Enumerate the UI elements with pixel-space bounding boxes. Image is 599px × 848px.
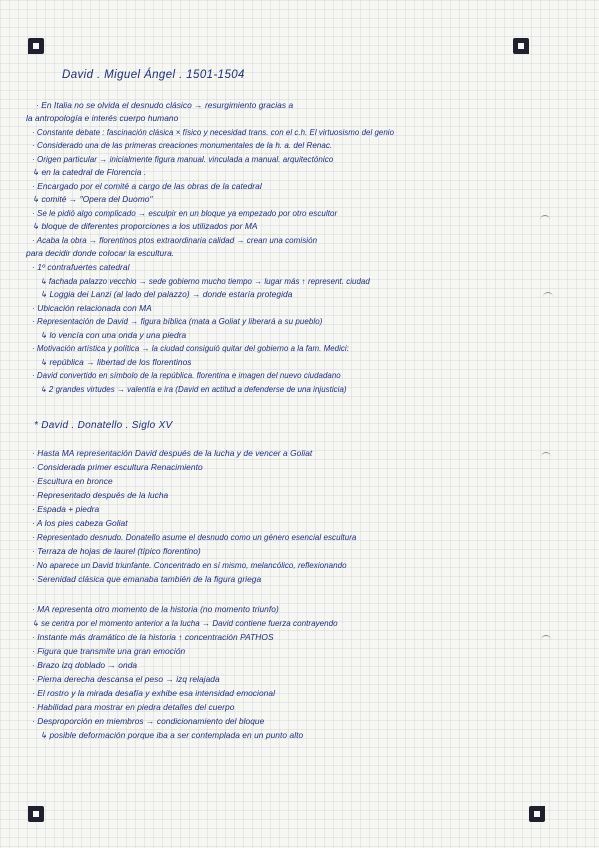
note-line: · Instante más dramático de la historia ↑ concentración PATHOS: [32, 632, 274, 642]
note-line: · Escultura en bronce: [32, 476, 113, 486]
note-line: · Considerada primer escultura Renacimiento: [32, 462, 203, 472]
note-line: · Motivación artística y política → la ciudad consiguió quitar del gobierno a la fam. Medici:: [32, 344, 349, 353]
note-line: · Se le pidió algo complicado → esculpir en un bloque ya empezado por otro escultor: [32, 209, 338, 218]
note-line: · Hasta MA representación David después de la lucha y de vencer a Goliat: [32, 448, 313, 458]
note-line: · El rostro y la mirada desafía y exhibe esa intensidad emocional: [32, 688, 275, 698]
note-title: David . Miguel Ángel . 1501-1504: [62, 69, 245, 81]
note-line: · Espada + piedra: [32, 504, 100, 514]
note-line: ↳ fachada palazzo vecchio → sede gobierno mucho tiempo → lugar más ↑ represent. ciudad: [40, 277, 370, 286]
note-line: · Terraza de hojas de laurel (típico florentino): [32, 546, 201, 556]
note-line: · Desproporción en miembros → condicionamiento del bloque: [32, 716, 265, 726]
note-line: ↳ comité → "Opera del Duomo": [32, 194, 153, 204]
note-line: · Acaba la obra → florentinos ptos extraordinaria calidad → crean una comisión: [32, 236, 318, 245]
note-line: · Origen particular → inicialmente figura manual. vinculada a manual. arquitectónico: [32, 155, 334, 164]
note-line: ↳ en la catedral de Florencia .: [32, 167, 147, 177]
note-line: · Serenidad clásica que emanaba también de la figura griega: [32, 574, 262, 584]
note-line: ↳ 2 grandes virtudes → valentía e ira (David en actitud a defenderse de una injusticia): [40, 385, 347, 394]
note-line: · David convertido en símbolo de la república. florentina e imagen del nuevo ciudadano: [32, 371, 341, 380]
note-line: · Constante debate : fascinación clásica × físico y necesidad trans. con el c.h. El virtuosismo del genio: [32, 128, 395, 137]
note-line: · Brazo izq doblado → onda: [32, 660, 138, 670]
note-line: para decidir donde colocar la escultura.: [26, 248, 175, 258]
note-line: · No aparece un David triunfante. Concentrado en sí mismo, melancólico, reflexionando: [32, 561, 347, 570]
note-line: · 1º contrafuertes catedral: [32, 262, 130, 272]
note-line: ↳ lo vencía con una onda y una piedra: [40, 330, 187, 340]
section-heading: * David . Donatello . Siglo XV: [34, 420, 173, 431]
note-line: · Encargado por el comité a cargo de las obras de la catedral: [32, 181, 262, 191]
note-line: · En Italia no se olvida el desnudo clásico → resurgimiento gracias a: [36, 100, 294, 110]
note-line: · Figura que transmite una gran emoción: [32, 646, 186, 656]
note-line: la antropología e interés cuerpo humano: [26, 113, 179, 123]
note-line: · Representación de David → figura bíblica (mata a Goliat y liberará a su pueblo): [32, 317, 323, 326]
note-line: ↳ república → libertad de los florentinos: [40, 357, 192, 367]
note-line: ↳ se centra por el momento anterior a la lucha → David contiene fuerza contrayendo: [32, 619, 338, 628]
note-line: · Habilidad para mostrar en piedra detalles del cuerpo: [32, 702, 235, 712]
note-line: · A los pies cabeza Goliat: [32, 518, 128, 528]
note-line: ↳ Loggia dei Lanzi (al lado del palazzo) → donde estaría protegida: [40, 289, 293, 299]
note-line: · Ubicación relacionada con MA: [32, 303, 152, 313]
note-line: · Pierna derecha descansa el peso → izq relajada: [32, 674, 220, 684]
note-line: ↳ bloque de diferentes proporciones a los utilizados por MA: [32, 221, 258, 231]
note-line: · Representado después de la lucha: [32, 490, 169, 500]
note-line: · Considerado una de las primeras creaciones monumentales de la h. a. del Renac.: [32, 141, 333, 150]
note-line: ↳ posible deformación porque iba a ser contemplada en un punto alto: [40, 730, 304, 740]
note-line: · Representado desnudo. Donatello asume el desnudo como un género esencial escultura: [32, 533, 357, 542]
note-line: · MA representa otro momento de la historia (no momento triunfo): [32, 604, 279, 614]
